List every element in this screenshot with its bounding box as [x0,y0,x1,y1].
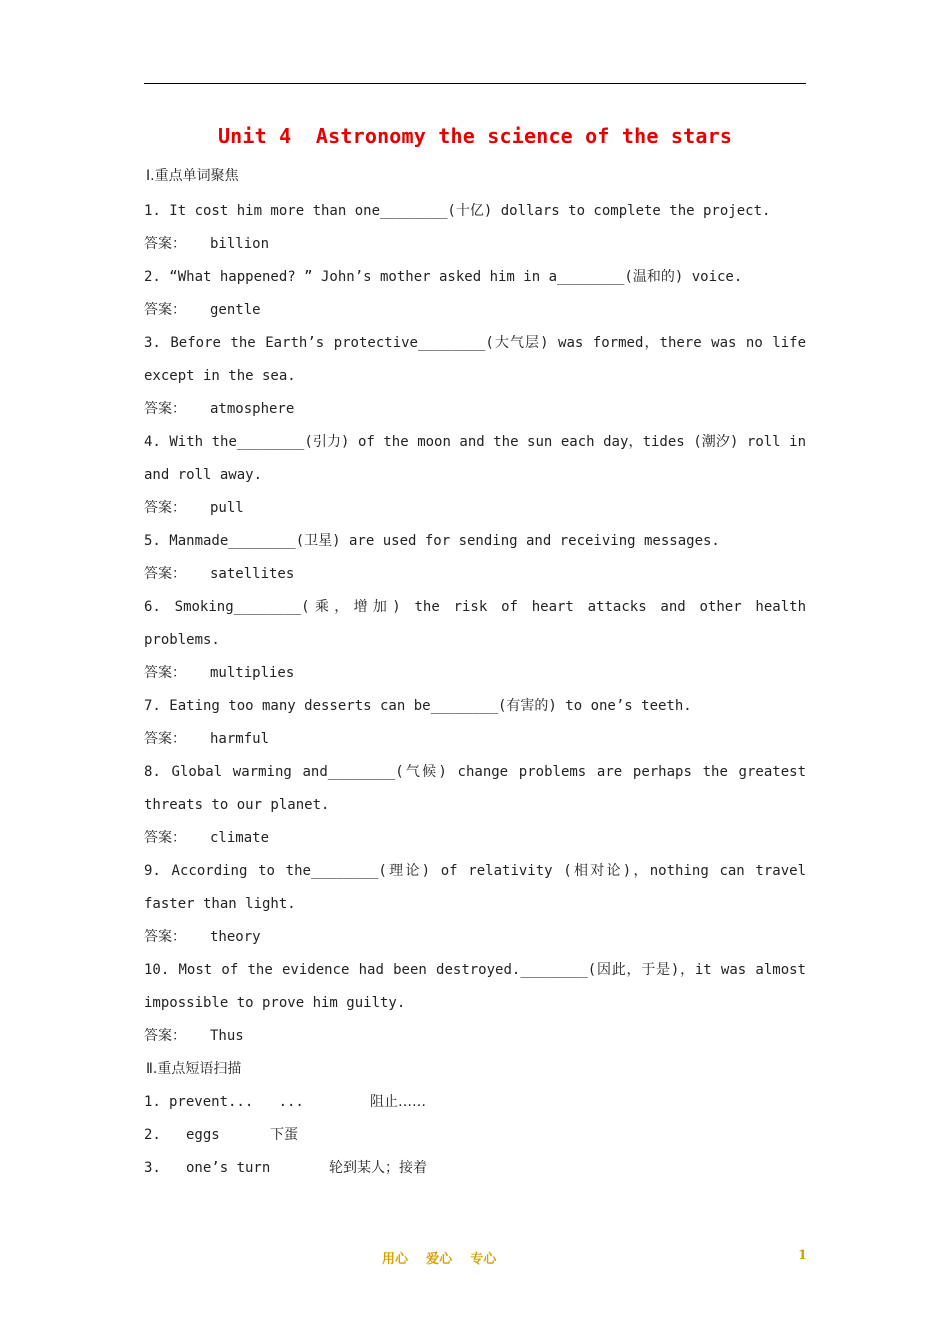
answer-label: 答案： [144,731,186,747]
page-footer [0,1248,950,1268]
question-text: 4. With the________(引力) of the moon and the sun each day，tides (潮汐) roll in [144,434,806,450]
question-text: 1. It cost him more than one________(十亿) dollars to complete the project. [144,203,771,219]
answer-value: harmful [210,731,270,747]
phrase-en: one’s turn [186,1160,271,1176]
question-item [144,426,806,525]
answer-label: 答案： [144,665,186,681]
answer-label: 答案： [144,929,186,945]
question-text: 2. “What happened? ” John’s mother asked him in a________(温和的) voice. [144,269,743,285]
answer-label: 答案： [144,1028,186,1044]
answer-line [144,294,806,327]
answer-label: 答案： [144,302,186,318]
question-item [144,261,806,327]
answer-line [144,723,806,756]
answer-line [144,393,806,426]
phrase-num: 1. [144,1094,161,1110]
phrase-items [144,1086,806,1185]
answer-label: 答案： [144,500,186,516]
page-number: 1 [798,1248,808,1263]
footer-slogan: 用心 爱心 专心 [382,1252,497,1267]
phrase-item [144,1119,806,1152]
answer-label: 答案： [144,566,186,582]
question-item [144,195,806,261]
question-text: and roll away. [144,467,263,483]
question-item [144,756,806,855]
answer-line [144,822,806,855]
vocabulary-items [144,195,806,1053]
question-item [144,591,806,690]
phrase-zh: 阻止…… [370,1094,426,1110]
phrase-item [144,1152,806,1185]
answer-line [144,228,806,261]
phrase-zh: 下蛋 [270,1127,298,1143]
answer-value: satellites [210,566,295,582]
phrase-num: 3. [144,1160,161,1176]
header-rule [144,83,806,84]
answer-value: gentle [210,302,261,318]
section-heading-vocabulary: Ⅰ.重点单词聚焦 [146,168,239,184]
question-text: 10. Most of the evidence had been destroyed.________(因此，于是)，it was almost [144,962,806,978]
answer-value: Thus [210,1028,244,1044]
document-body [144,158,806,1185]
question-text: impossible to prove him guilty. [144,995,406,1011]
question-item [144,855,806,954]
question-item [144,954,806,1053]
answer-line [144,1020,806,1053]
answer-value: atmosphere [210,401,295,417]
phrase-item [144,1086,806,1119]
answer-line [144,657,806,690]
answer-line [144,558,806,591]
answer-label: 答案： [144,401,186,417]
answer-label: 答案： [144,236,186,252]
question-text: 7. Eating too many desserts can be________(有害的) to one’s teeth. [144,698,692,714]
question-text: 3. Before the Earth’s protective________(大气层) was formed，there was no life [144,335,806,351]
question-text: 6. Smoking________(乘，增加) the risk of heart attacks and other health [144,599,806,615]
question-text: 9. According to the________(理论) of relativity (相对论)，nothing can travel [144,863,806,879]
question-text: problems. [144,632,220,648]
question-text: 8. Global warming and________(气候) change problems are perhaps the greatest [144,764,806,780]
phrase-en: prevent... ... [169,1094,304,1110]
answer-line [144,921,806,954]
answer-value: billion [210,236,270,252]
answer-value: climate [210,830,270,846]
question-item [144,327,806,426]
answer-label: 答案： [144,830,186,846]
question-text: threats to our planet. [144,797,330,813]
phrase-zh: 轮到某人；接着 [329,1160,427,1176]
question-text: faster than light. [144,896,296,912]
answer-value: pull [210,500,244,516]
section-heading-phrases: Ⅱ.重点短语扫描 [146,1061,242,1077]
page-title: Unit 4 Astronomy the science of the stars [217,124,733,148]
question-item [144,690,806,756]
answer-value: theory [210,929,261,945]
question-text: 5. Manmade________(卫星) are used for sending and receiving messages. [144,533,720,549]
answer-line [144,492,806,525]
question-item [144,525,806,591]
phrase-en: eggs [186,1127,220,1143]
answer-value: multiplies [210,665,295,681]
question-text: except in the sea. [144,368,296,384]
phrase-num: 2. [144,1127,161,1143]
